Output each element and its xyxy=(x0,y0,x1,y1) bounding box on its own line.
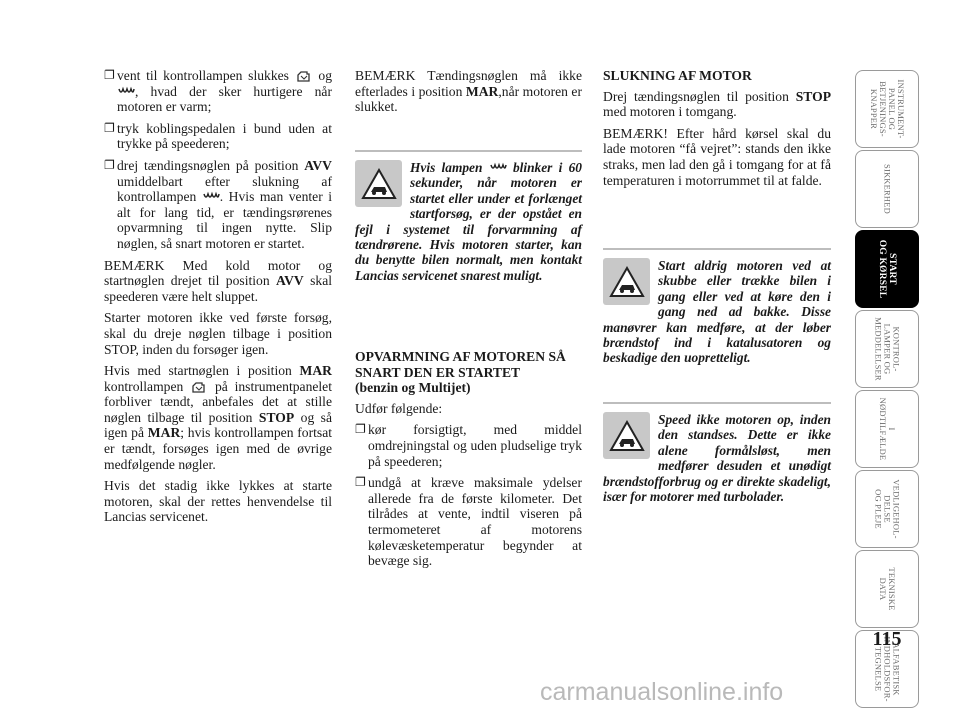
glow-plug-icon xyxy=(117,85,135,99)
chapter-tab-technical-data[interactable] xyxy=(855,550,919,628)
tab-label: SIKKERHED xyxy=(882,164,893,214)
chapter-tab-emergency[interactable] xyxy=(855,390,919,468)
bullet-item: ❐ tryk koblingspedalen i bund uden at trykke på speederen; xyxy=(104,120,332,152)
tab-label: TEKNISKE DATA xyxy=(878,567,897,611)
warning-box-push-start: Start aldrig motoren ved at skubbe eller trække bilen i gang eller ved at køre den i gang ned ad bakke. Disse manøvrer kan medføre, at der løber brændstof ind i katalusatoren og beskadige den uopretteligt. xyxy=(603,248,831,366)
divider xyxy=(355,150,582,152)
column-2 xyxy=(355,68,582,121)
watermark: carmanualsonline.info xyxy=(540,678,784,706)
tab-label: VEDLIGEHOL- DELSE OG PLEJE xyxy=(873,479,902,539)
page-number: 115 xyxy=(872,628,902,650)
column-2-lower xyxy=(355,349,582,575)
chapter-tab-instrument-panel[interactable] xyxy=(855,70,919,148)
warning-box-rev-engine: Speed ikke motoren op, inden den standses. Dette er ikke alene formålsløst, men medfører desuden et unødigt brændstofforbrug og er direkte skadeligt, især for motorer med turbolader. xyxy=(603,402,831,504)
tab-label: ALFABETISK INDHOLDSFOR- TEGNELSE xyxy=(873,636,902,702)
paragraph: BEMÆRK Med kold motor og startnøglen drejet til position AVV skal speederen være helt sluppet. xyxy=(104,257,333,304)
glow-plug-icon xyxy=(202,190,220,204)
tab-label: INSTRUMENT- PANEL OG BETJENINGS- KNAPPER xyxy=(869,79,906,139)
warning-car-icon xyxy=(355,160,402,207)
chapter-tab-start-driving[interactable] xyxy=(855,230,919,308)
paragraph: Hvis med startnøglen i position MAR kontrollampen på instrumentpanelet forbliver tændt, anbefales det at stille nøglen tilbage til position STOP og så igen på MAR; hvis kontrollampen fortsat er tændt, forsøges igen med de øvrige medfølgende nøgler. xyxy=(104,363,333,472)
bullet-marker: ❐ xyxy=(355,475,366,490)
bullet-item: ❐ vent til kontrollampen slukkes og , hvad der sker hurtigere når motoren er varm; xyxy=(104,68,332,115)
warning-car-icon xyxy=(603,258,650,305)
bullet-marker: ❐ xyxy=(104,68,115,82)
chapter-tab-maintenance[interactable] xyxy=(855,470,919,548)
paragraph: Starter motoren ikke ved første forsøg, skal du dreje nøglen tilbage i position STOP, inden du forsøger igen. xyxy=(104,310,332,357)
engine-fault-icon xyxy=(295,69,313,83)
section-heading: OPVARMNING AF MOTOREN SÅ SNART DEN ER STARTET xyxy=(355,349,566,380)
engine-fault-icon xyxy=(190,380,208,394)
tab-label: KONTROL- LAMPER OG MEDDELELSER xyxy=(873,317,902,381)
bullet-marker: ❐ xyxy=(355,422,366,437)
chapter-tab-safety[interactable] xyxy=(855,150,919,228)
paragraph: Drej tændingsnøglen til position STOP med motoren i tomgang. xyxy=(603,88,831,120)
chapter-tab-warning-lights[interactable] xyxy=(855,310,919,388)
bullet-marker: ❐ xyxy=(104,120,115,135)
paragraph: Hvis det stadig ikke lykkes at starte motoren, skal der rettes henvendelse til Lancias servicenet. xyxy=(104,478,332,525)
divider xyxy=(603,402,831,404)
column-1 xyxy=(104,68,332,531)
column-3 xyxy=(603,68,831,194)
bullet-marker: ❐ xyxy=(104,157,115,172)
warning-box-glow-plug: Hvis lampen blinker i 60 sekunder, når motoren er startet eller under et forlænget startforsøg, er der opstået en fejl i systemet til forvarmning af tændrørene. Hvis motoren starter, kan du benytte bilen normalt, men kontakt Lancias servicenet snarest muligt. xyxy=(355,150,582,283)
bullet-item: ❐ undgå at kræve maksimale ydelser allerede fra de første kilometer. Det tilrådes at vente, indtil viseren på termometeret af motorens kølevæsketemperatur begynder at bevæge sig. xyxy=(355,475,582,569)
paragraph: Udfør følgende: xyxy=(355,400,443,416)
chapter-tabs xyxy=(855,70,923,709)
paragraph: BEMÆRK Tændingsnøglen må ikke efterlades i position MAR,når motoren er slukket. xyxy=(355,68,582,115)
warning-car-icon xyxy=(603,412,650,459)
tab-label: START OG KØRSEL xyxy=(877,239,897,299)
glow-plug-icon xyxy=(489,161,507,175)
section-heading: SLUKNING AF MOTOR xyxy=(603,68,752,83)
paragraph: BEMÆRK! Efter hård kørsel skal du lade motoren “få vejret”: stands den ikke straks, men lad den gå i tomgang for at få temperaturen i motorrummet til at falde. xyxy=(603,125,831,188)
tab-label: I NØDTILFÆLDE xyxy=(878,397,897,461)
divider xyxy=(603,248,831,250)
section-subheading: (benzin og Multijet) xyxy=(355,380,471,396)
bullet-item: ❐ kør forsigtigt, med middel omdrejningstal og uden pludselige tryk på speederen; xyxy=(355,422,582,469)
bullet-item: ❐ drej tændingsnøglen på position AVV umiddelbart efter slukning af kontrollampen . Hvis man venter i alt for lang tid, er tændingsrørenes opvarmning til ingen nytte. Slip nøglen, så snart motoren er startet. xyxy=(104,157,332,251)
